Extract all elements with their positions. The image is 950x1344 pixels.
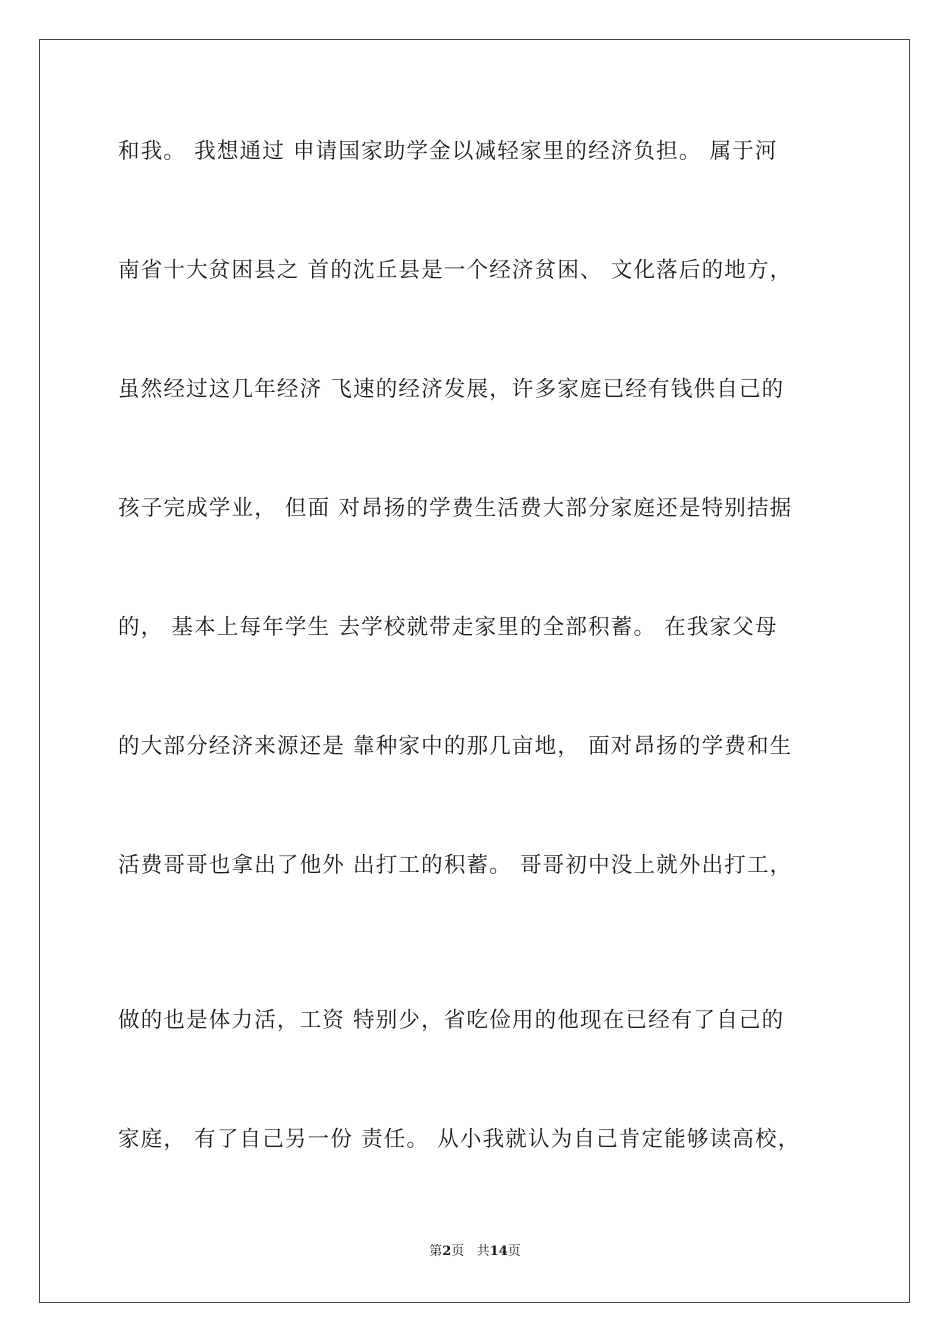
text-line: 做的也是体力活，工资 特别少，省吃俭用的他现在已经有了自己的 [118,1008,785,1033]
current-page-number: 2 [442,1244,452,1259]
text-line: 的， 基本上每年学生 去学校就带走家里的全部积蓄。 在我家父母 [118,615,778,640]
text-line: 南省十大贫困县之 首的沈丘县是一个经济贫困、 文化落后的地方， [118,258,793,283]
page-border [39,39,910,1303]
text-line: 活费哥哥也拿出了他外 出打工的积蓄。 哥哥初中没上就外出打工， [118,853,793,878]
total-suffix: 页 [507,1244,521,1259]
total-pages-number: 14 [489,1244,508,1259]
page-footer [0,1244,950,1260]
page-prefix: 第 [429,1244,443,1259]
text-line: 虽然经过这几年经济 飞速的经济发展，许多家庭已经有钱供自己的 [118,377,785,402]
page-suffix: 页 [451,1244,465,1259]
total-prefix: 共 [476,1244,490,1259]
text-line: 的大部分经济来源还是 靠种家中的那几亩地， 面对昂扬的学费和生 [118,734,793,759]
text-line: 家庭， 有了自己另一份 责任。 从小我就认为自己肯定能够读高校， [118,1127,801,1152]
text-line: 和我。 我想通过 申请国家助学金以减轻家里的经济负担。 属于河 [118,139,778,164]
text-line: 孩子完成学业， 但面 对昂扬的学费生活费大部分家庭还是特别拮据 [118,496,793,521]
